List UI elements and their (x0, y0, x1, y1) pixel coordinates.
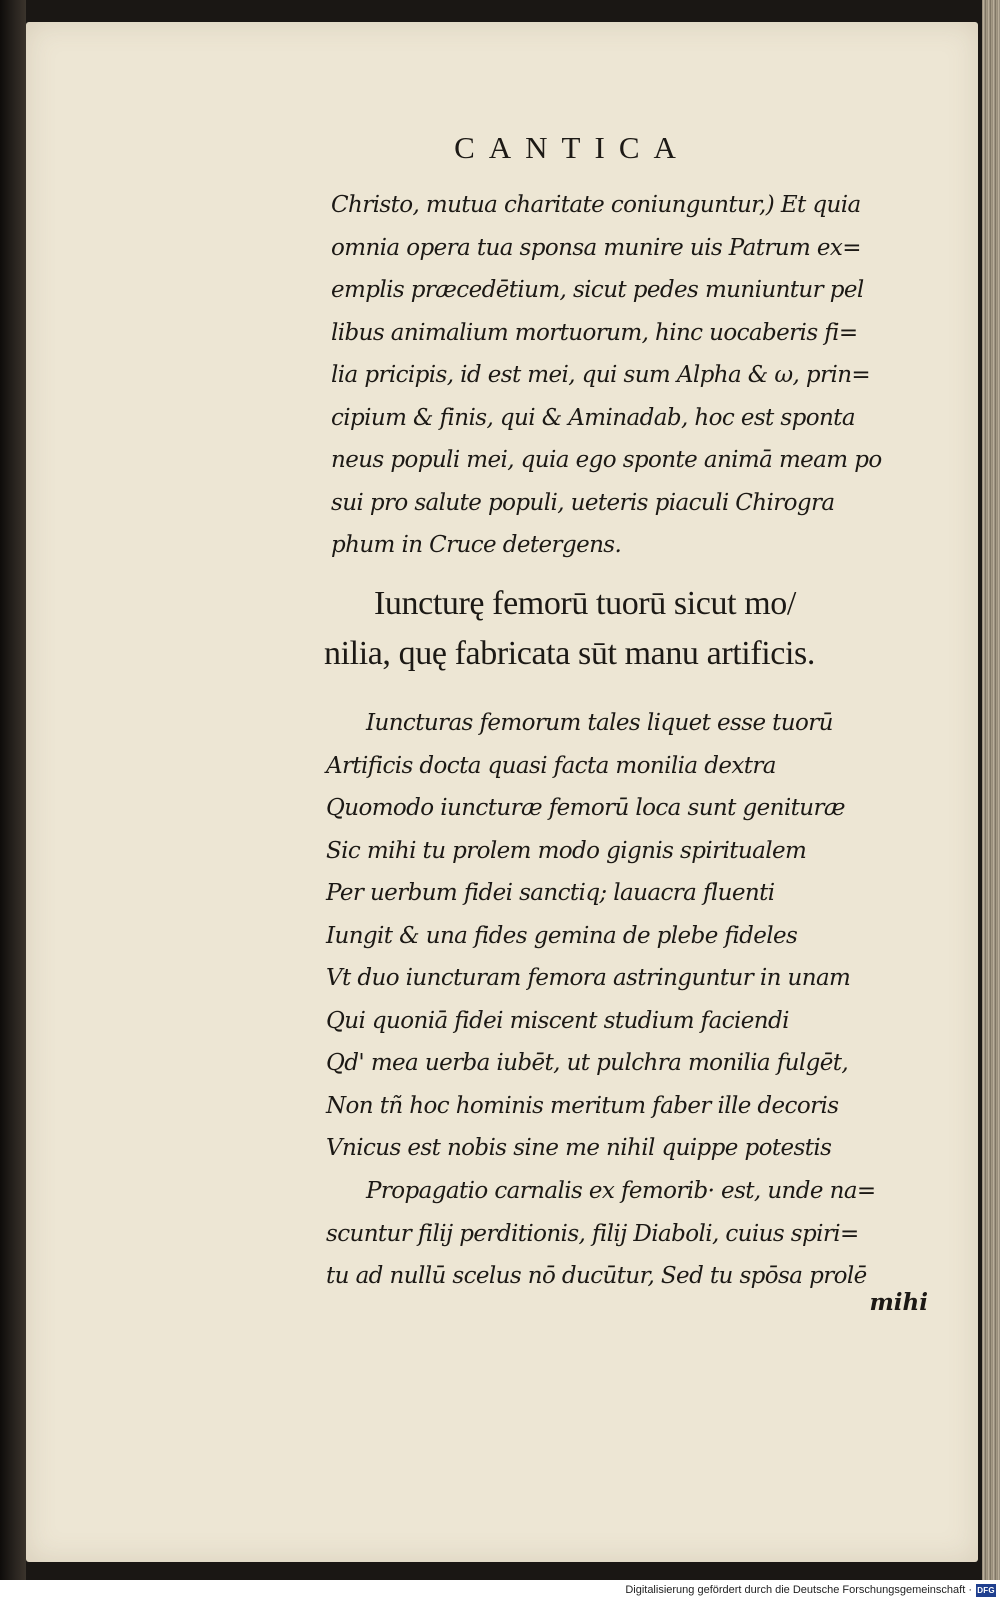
verse-line: Qui quoniā fidei miscent studium faciendi (326, 1007, 789, 1034)
dfg-logo-icon: DFG (977, 1586, 995, 1595)
verse-line: Quomodo iuncturæ femorū loca sunt genituræ (326, 795, 845, 821)
text-line: emplis præcedētium, sicut pedes muniuntur pel (331, 277, 864, 303)
text-line: phum in Cruce detergens. (331, 532, 622, 558)
binding-edge (0, 0, 26, 1580)
verse-line: Qd' mea uerba iubēt, ut pulchra monilia fulgēt, (326, 1050, 849, 1076)
verse-line: Sic mihi tu prolem modo gignis spiritualem (326, 837, 807, 864)
verse-line: Non tñ hoc hominis meritum faber ille decoris (326, 1092, 839, 1119)
text-line: libus animalium mortuorum, hinc uocaberis fi= (331, 319, 858, 346)
footer-bar (0, 1580, 1000, 1602)
text-line: Propagatio carnalis ex femorib· est, unde na= (366, 1178, 876, 1204)
text-line: tu ad nullū scelus nō ducūtur, Sed tu spōsa prolē (326, 1263, 867, 1289)
commentary-bottom (326, 1170, 926, 1298)
verse-line: Per uerbum fidei sanctiq; lauacra fluenti (326, 880, 775, 906)
poem-verse (326, 702, 926, 1170)
text-line: omnia opera tua sponsa munire uis Patrum ex= (331, 234, 861, 261)
page-edges (982, 0, 1000, 1580)
text-line: Christo, mutua charitate coniunguntur,) Et quia (331, 192, 861, 218)
verse-line: Vnicus est nobis sine me nihil quippe potestis (326, 1135, 832, 1161)
verse-line: Iuncturas femorum tales liquet esse tuorū (366, 710, 833, 736)
funding-credit: Digitalisierung gefördert durch die Deutsche Forschungsgemeinschaft · (625, 1584, 972, 1596)
verse-line: Iungit & una fides gemina de plebe fideles (326, 922, 798, 949)
scripture-line: Iuncturę femorū tuorū sicut mo/ (374, 585, 796, 622)
running-head: CANTICA (454, 130, 690, 165)
book-page (26, 22, 978, 1562)
scripture-line: nilia, quę fabricata sūt manu artificis. (324, 635, 815, 672)
verse-line: Vt duo iuncturam femora astringuntur in unam (326, 965, 851, 991)
commentary-top (331, 184, 931, 567)
verse-line: Artificis docta quasi facta monilia dextra (326, 752, 776, 779)
text-line: lia pricipis, id est mei, qui sum Alpha & ω, prin= (331, 362, 871, 388)
text-line: cipium & finis, qui & Aminadab, hoc est sponta (331, 404, 855, 431)
catchword: mihi (869, 1289, 928, 1316)
scripture-verse (324, 579, 924, 679)
text-line: scuntur filij perditionis, filij Diaboli, cuius spiri= (326, 1220, 859, 1247)
text-line: sui pro salute populi, ueteris piaculi Chirogra (331, 489, 835, 516)
text-line: neus populi mei, quia ego sponte animā meam po (331, 447, 882, 473)
